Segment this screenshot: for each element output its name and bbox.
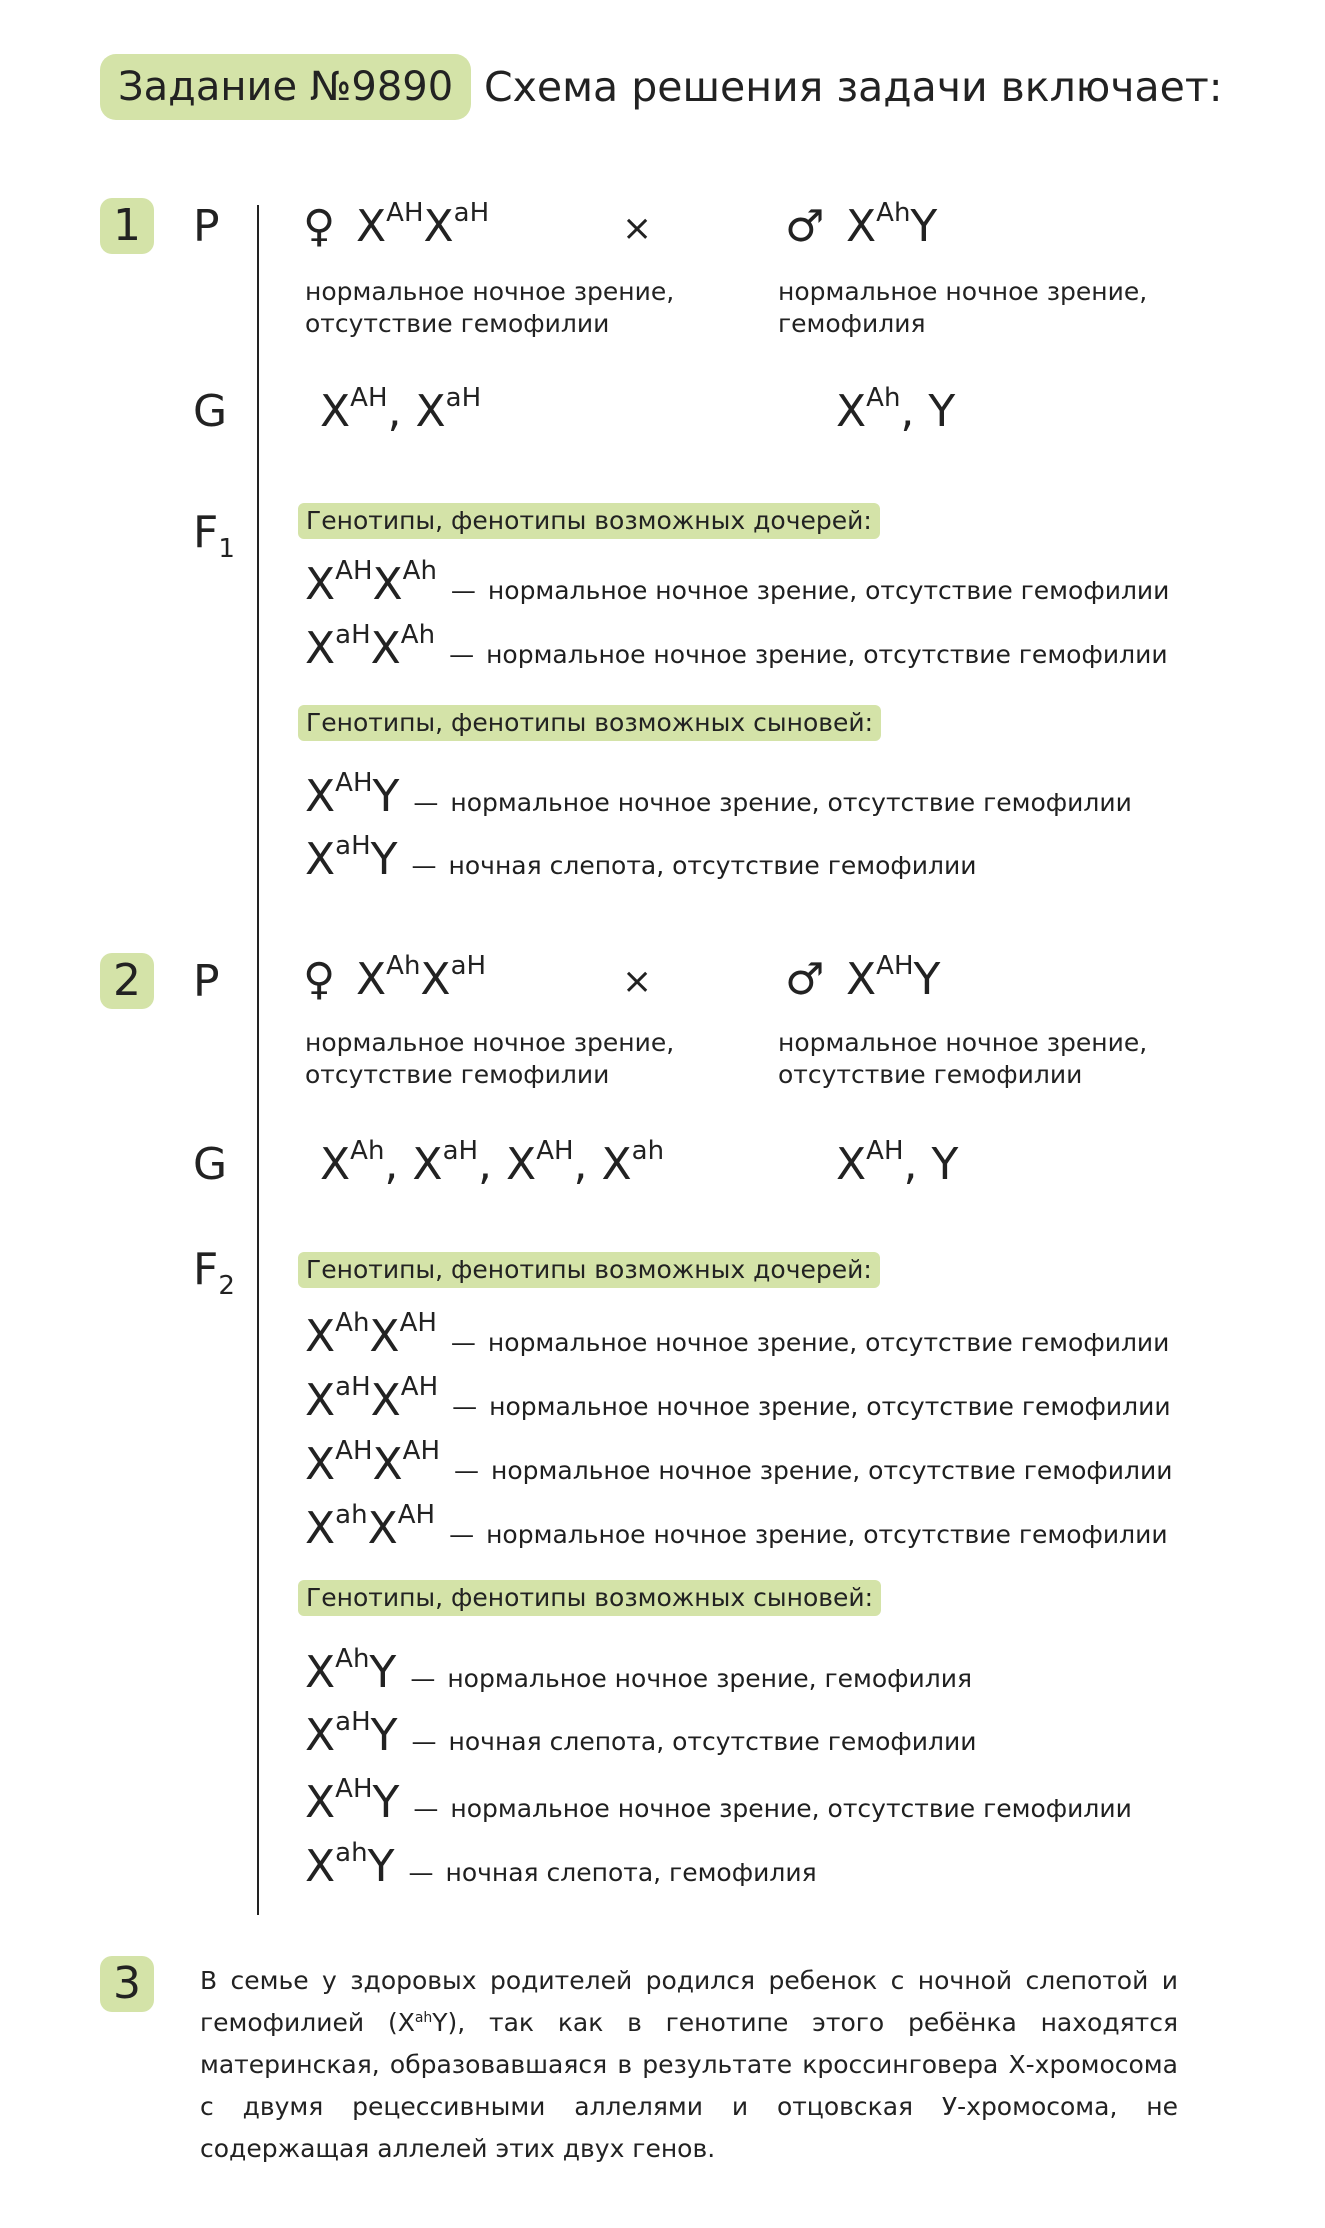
- conclusion-text: В семье у здоровых родителей родился ребенок с ночной слепотой и гемофилией $(X^{ah}Y)$, так как в генотипе этого ребёнка находятся материнская, образовавшаяся в результате кроссинговера Х-хромосома с двумя рецессивными аллелями и отцовская У-хромосома, не содержащая аллелей этих двух генов.: [200, 1966, 1178, 2163]
- parents-label: P: [193, 956, 220, 1007]
- female-gametes: $X^{AH}$, $X^{aH}$: [320, 383, 482, 437]
- daughter-row: $X^{ah}X^{AH}$ — нормальное ночное зрение, отсутствие гемофилии: [305, 1500, 1168, 1554]
- female-phenotype: нормальное ночное зрение, отсутствие гемофилии: [305, 1028, 675, 1089]
- daughter-row: $X^{aH}X^{AH}$ — нормальное ночное зрение, отсутствие гемофилии: [305, 1372, 1171, 1426]
- daughter-row: $X^{AH}X^{AH}$ — нормальное ночное зрение, отсутствие гемофилии: [305, 1436, 1173, 1490]
- offspring-label: $F_2$: [193, 1244, 235, 1301]
- female-gametes: $X^{Ah}$, $X^{aH}$, $X^{AH}$, $X^{ah}$: [320, 1136, 665, 1190]
- female-symbol: ♀: [303, 954, 336, 1005]
- male-symbol: ♂: [785, 954, 825, 1005]
- male-gametes: $X^{Ah}$, Y: [836, 383, 956, 437]
- male-parent-genotype: $X^{AH}Y$: [846, 951, 941, 1005]
- cross-symbol: ×: [622, 208, 653, 249]
- parents-label: P: [193, 201, 220, 252]
- gametes-label: G: [193, 1139, 228, 1190]
- step-number-2: 2: [100, 953, 154, 1009]
- page-title: Схема решения задачи включает:: [484, 63, 1223, 111]
- daughters-heading: Генотипы, фенотипы возможных дочерей:: [298, 1252, 880, 1288]
- sons-heading: Генотипы, фенотипы возможных сыновей:: [298, 705, 881, 741]
- son-row: $X^{AH}Y$ — нормальное ночное зрение, отсутствие гемофилии: [305, 768, 1132, 822]
- male-parent-genotype: $X^{Ah}Y$: [846, 198, 938, 252]
- son-row: $X^{aH}Y$ — ночная слепота, отсутствие гемофилии: [305, 1707, 977, 1761]
- offspring-label: $F_1$: [193, 507, 235, 564]
- female-symbol: ♀: [303, 201, 336, 252]
- female-parent-genotype: $X^{Ah}X^{aH}$: [356, 951, 487, 1005]
- male-symbol: ♂: [785, 201, 825, 252]
- son-row: $X^{ah}Y$ — ночная слепота, гемофилия: [305, 1838, 817, 1892]
- step-number-3: 3: [100, 1956, 154, 2012]
- step-number-1: 1: [100, 198, 154, 254]
- daughters-heading: Генотипы, фенотипы возможных дочерей:: [298, 503, 880, 539]
- male-gametes: $X^{AH}$, Y: [836, 1136, 959, 1190]
- son-row: $X^{Ah}Y$ — нормальное ночное зрение, гемофилия: [305, 1644, 973, 1698]
- daughter-row: $X^{aH}X^{Ah}$ — нормальное ночное зрение, отсутствие гемофилии: [305, 620, 1168, 674]
- son-row: $X^{AH}Y$ — нормальное ночное зрение, отсутствие гемофилии: [305, 1774, 1132, 1828]
- male-phenotype: нормальное ночное зрение, отсутствие гемофилии: [778, 1028, 1148, 1089]
- gametes-label: G: [193, 386, 228, 437]
- vertical-divider: [257, 205, 259, 1915]
- son-row: $X^{aH}Y$ — ночная слепота, отсутствие гемофилии: [305, 831, 977, 885]
- daughter-row: $X^{Ah}X^{AH}$ — нормальное ночное зрение, отсутствие гемофилии: [305, 1308, 1170, 1362]
- cross-symbol: ×: [622, 961, 653, 1002]
- female-parent-genotype: $X^{AH}X^{aH}$: [356, 198, 490, 252]
- daughter-row: $X^{AH}X^{Ah}$ — нормальное ночное зрение, отсутствие гемофилии: [305, 556, 1170, 610]
- female-phenotype: нормальное ночное зрение, отсутствие гемофилии: [305, 277, 675, 338]
- sons-heading: Генотипы, фенотипы возможных сыновей:: [298, 1580, 881, 1616]
- task-number-badge: Задание №9890: [100, 54, 471, 120]
- male-phenotype: нормальное ночное зрение, гемофилия: [778, 277, 1148, 338]
